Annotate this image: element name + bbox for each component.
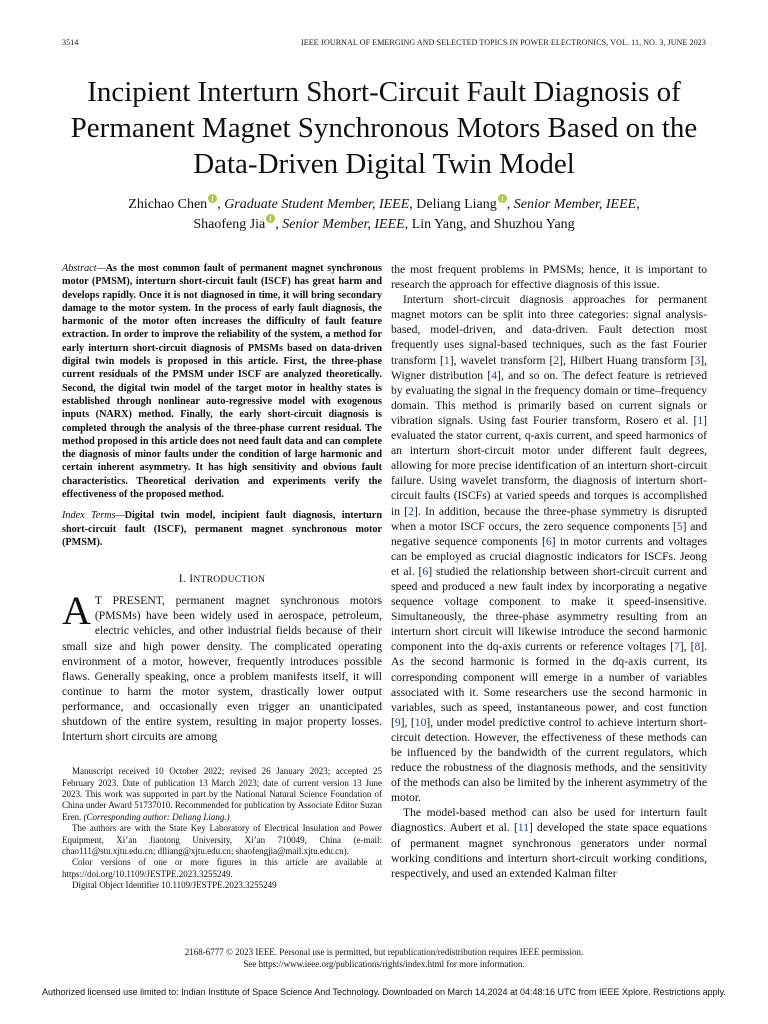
author-membership: , Senior Member, IEEE xyxy=(275,217,405,232)
running-header xyxy=(62,38,706,50)
rights-link[interactable]: See https://www.ieee.org/publications/rights/index.html for more information. xyxy=(243,959,525,969)
citation-link[interactable]: 5 xyxy=(676,519,683,533)
abstract xyxy=(62,262,382,501)
paragraph: the most frequent problems in PMSMs; hence, it is important to research the approach for effective diagnosis of this issue. xyxy=(391,263,707,292)
copyright-line: 2168-6777 © 2023 IEEE. Personal use is permitted, but republication/redistribution requires IEEE permission. xyxy=(184,947,584,957)
citation-link[interactable]: 9 xyxy=(394,715,401,729)
citation-link[interactable]: 8 xyxy=(694,640,701,654)
author-name: Shaofeng Jia xyxy=(193,217,266,232)
license-notice: Authorized licensed use limited to: Indian Institute of Space Science And Technology. Downloaded on March 14,2024 at 04:48:16 UTC from IEEE Xplore. Restrictions apply. xyxy=(42,987,726,997)
abstract-text: As the most common fault of permanent magnet synchronous motor (PMSM), interturn short-circuit fault (ISCF) has great harm and develops rapidly. Once it is not diagnosed in time, it will bring secondary damage to the motor system. In the process of early fault diagnosis, the harmonic of the motor often increases the difficulty of fault feature extraction. In order to improve the reliability of the system, a method for early interturn short-circuit diagnosis of PMSMs based on data-driven digital twin models is proposed in this article. First, the three-phase current residuals of the PMSM under ISCF are analyzed theoretically. Second, the digital twin model of the target motor in healthy states is established through nonlinear auto-regressive model with exogenous inputs (NARX) method. Finally, the early short-circuit diagnosis is completed through the analysis of the three-phase current residual. The method proposed in this article does not need fault data and can complete the diagnosis of minor faults under the condition of large harmonic and certain inherent asymmetry. It has high sensitivity and obvious fault characteristics. Theoretical derivation and experiments verify the effectiveness of the proposed method. xyxy=(62,263,382,501)
author-name: , Deliang Liang xyxy=(409,197,497,212)
citation-link[interactable]: 6 xyxy=(545,534,552,548)
footnotes: Manuscript received 10 October 2022; revised 26 January 2023; accepted 25 February 2023. Date of publication 13 March 2023; date of current version 13 June 2023. This work was supported in part by the National Natural Science Foundation of China under Award 51737010. Recommended for publication by Associate Editor Suzan Eren. (Corresponding author: Deliang Liang.) The authors are with the State Key Laboratory of Electrical Insulation and Power Equipment, Xi’an Jiaotong University, Xi’an 710049, China (e-mail: chao111@stu.xjtu.edu.cn; dlliang@xjtu.edu.cn; shaofengjia@mail.xjtu.edu.cn). Color versions of one or more figures in this article are available at https://doi.org/10.1109/JESTPE.2023.3255249. Digital Object Identifier 10.1109/JESTPE.2023.3255249 xyxy=(62,766,382,891)
citation-link[interactable]: 2 xyxy=(408,504,414,518)
footnote-manuscript: Manuscript received 10 October 2022; revised 26 January 2023; accepted 25 February 2023. Date of publication 13 March 2023; date of current version 13 June 2023. This work was supported in part by the National Natural Science Foundation of China under Award 51737010. Recommended for publication by Associate Editor Suzan Eren. xyxy=(62,766,382,822)
copyright-footer xyxy=(62,946,706,970)
paragraph: Interturn short-circuit diagnosis approaches for permanent magnet motors can be split into three categories: signal analysis-based, model-driven, and data-driven. Fault detection most frequently uses signal-based techniques, such as the fast Fourier transform [1], wavelet transform [2], Hilbert Huang transform [3], Wigner distribution [4], and so on. The defect feature is retrieved by evaluating the signal in the frequency domain or time–frequency domain. This method is primarily based on current signals or vibration signals. Using fast Fourier transform, Rosero et al. [1] evaluated the stator current, q-axis current, and speed harmonics of an interturn short-circuit motor under different fault degrees, allowing for more precise identification of an interturn short-circuit failure. Using wavelet transform, the diagnosis of interturn short-circuit faults (ISCFs) at varied speeds and torques is accomplished in [2]. In addition, because the three-phase symmetry is disrupted when a motor ISCF occurs, the zero sequence components [5] and negative sequence components [6] in motor currents and voltages can be employed as crucial diagnostic indicators for ISCFs. Jeong et al. [6] studied the relationship between short-circuit current and speed and produced a new fault index by incorporating a negative sequence voltage component to make it speed-insensitive. Simultaneously, the three-phase asymmetry resulting from an interturn short circuit will likewise introduce the second harmonic component into the dq-axis currents or reference voltages [7], [8]. As the second harmonic is formed in the dq-axis current, its corresponding component will emerge in a number of variables associated with it. Some researchers use the second harmonic in variables, such as speed, instantaneous power, and cost function [9], [10], under model predictive control to achieve interturn short-circuit detection. However, the effectiveness of these methods can be influenced by the bandwidth of the current regulators, which reduce the robustness of the diagnosis methods, and the sensitivity of the methods can also be limited by the inherent asymmetry of the motor. xyxy=(391,293,708,805)
author-membership: , Graduate Student Member, IEEE xyxy=(217,197,410,212)
citation-link[interactable]: 11 xyxy=(517,821,529,835)
citation-link[interactable]: 2 xyxy=(553,353,560,367)
paper-title: Incipient Interturn Short-Circuit Fault Diagnosis of Permanent Magnet Synchronous Motors Based on the Data-Driven Digital Twin Model xyxy=(70,76,698,180)
author-list xyxy=(62,194,706,234)
index-terms-label: Index Terms— xyxy=(62,510,125,522)
page-number: 3514 xyxy=(62,38,79,47)
orcid-icon[interactable] xyxy=(208,194,217,203)
journal-name: IEEE JOURNAL OF EMERGING AND SELECTED TOPICS IN POWER ELECTRONICS, VOL. 11, NO. 3, JUNE 2023 xyxy=(300,38,706,47)
drop-cap: A xyxy=(62,588,91,634)
citation-link[interactable]: 4 xyxy=(491,368,498,382)
citation-link[interactable]: 1 xyxy=(697,413,704,427)
introduction-text: A T PRESENT, permanent magnet synchronous motors (PMSMs) have been widely used in aerospace, petroleum, electric vehicles, and other industrial fields because of their small size and high power density. The complicated operating environment of a motor, however, frequently introduces possible flaws. Generally speaking, once a problem manifests itself, it will continue to harm the motor system, drastically lower output performance, and occasionally even trigger an unanticipated shutdown of the entire system, resulting in major property losses. Interturn short circuits are among xyxy=(62,588,382,744)
footnote-affiliation: The authors are with the State Key Laboratory of Electrical Insulation and Power Equipment, Xi’an Jiaotong University, Xi’an 710049, China (e-mail: chao111@stu.xjtu.edu.cn; dlliang@xjtu.edu.cn; shaofengjia@mail.xjtu.edu.cn). xyxy=(62,823,382,857)
index-terms xyxy=(62,509,382,549)
author-name: , Lin Yang, and Shuzhou Yang xyxy=(404,217,575,232)
section-heading: I. INTRODUCTION xyxy=(178,573,266,586)
footnote-color: Color versions of one or more figures in this article are available at https://doi.org/10.1109/JESTPE.2023.3255249. xyxy=(62,857,382,879)
citation-link[interactable]: 1 xyxy=(443,353,450,367)
abstract-label: Abstract— xyxy=(62,263,106,274)
citation-link[interactable]: 3 xyxy=(694,353,701,367)
body-text-right xyxy=(391,262,707,881)
author-membership: , Senior Member, IEEE, xyxy=(506,197,640,212)
citation-link[interactable]: 6 xyxy=(422,564,429,578)
orcid-icon[interactable] xyxy=(266,214,275,223)
orcid-icon[interactable] xyxy=(498,194,507,203)
left-column xyxy=(62,262,382,892)
citation-link[interactable]: 7 xyxy=(673,640,680,654)
paragraph: The model-based method can also be used for interturn fault diagnostics. Aubert et al. [11] developed the state space equations of permanent magnet synchronous generators under normal working conditions and interturn short-circuit working conditions, respectively, and used an extended Kalman filter xyxy=(391,806,707,880)
citation-link[interactable]: 10 xyxy=(414,715,427,729)
author-name: Zhichao Chen xyxy=(128,197,208,212)
index-terms-text: Digital twin model, incipient fault diagnosis, interturn short-circuit fault (ISCF), permanent magnet synchronous motor (PMSM). xyxy=(62,510,382,548)
footnote-doi: Digital Object Identifier 10.1109/JESTPE.2023.3255249 xyxy=(72,880,277,891)
right-column xyxy=(391,262,707,881)
